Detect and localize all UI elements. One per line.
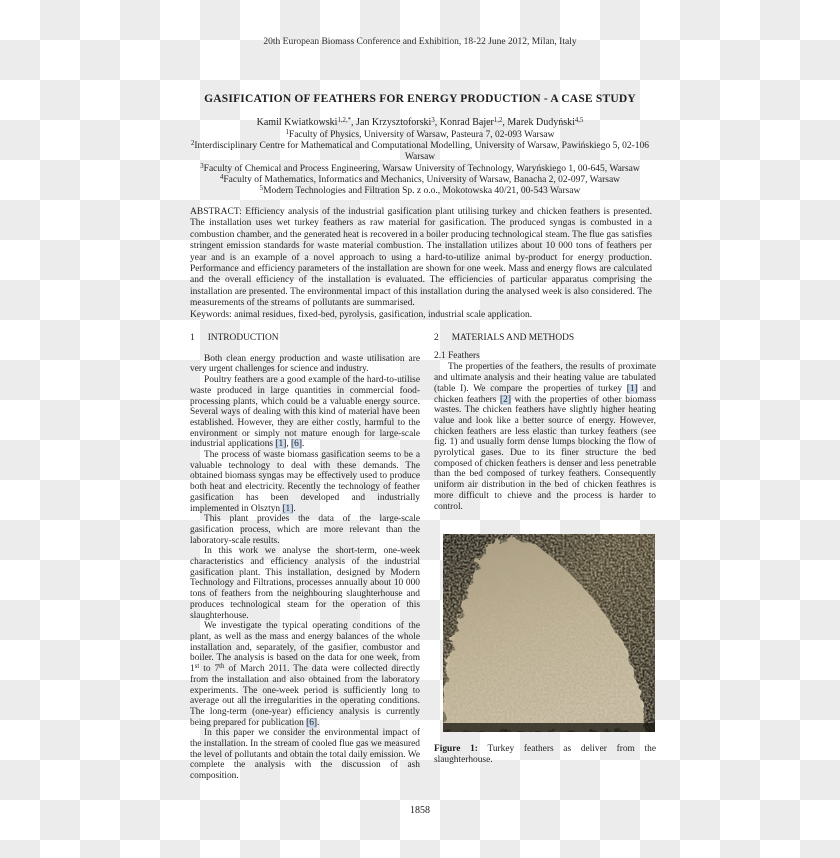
- affiliations-block: [105, 130, 735, 197]
- section-heading-methods: [434, 333, 656, 344]
- paragraph: Both clean energy production and waste utilisation are very urgent challenges for science and industry.: [190, 353, 420, 375]
- affiliation-line: $^5$Modern Technologies and Filtration Sp. z o.o., Mokotowska 40/21, 00-543 Warsaw: [259, 185, 581, 197]
- affiliation-line: $^3$Faculty of Chemical and Process Engineering, Warsaw University of Technology, Waryńskiego 1, 00-645, Warsaw: [200, 162, 640, 174]
- affiliation-line: $^4$Faculty of Mathematics, Informatics and Mechanics, University of Warsaw, Banacha 2, 02-097, Warsaw: [219, 173, 621, 185]
- abstract-block: [190, 207, 652, 321]
- paragraph: We investigate the typical operating conditions of the plant, as well as the mass and energy balances of the whole installation and, separately, of the gasifier, combustor and boiler. The analysis is based on the data for one week, from 1st to 7th of March 2011. The data were collected directly from the installation and also obtained from the laboratory experiments. The one-week period is sufficiently long to average out all the irregularities in the operating conditions. The long-term (one-year) efficiency analysis is currently being prepared for publication [6].: [190, 621, 420, 728]
- citation-link[interactable]: [6]: [306, 717, 318, 728]
- affiliation-line: $^2$Interdisciplinary Centre for Mathematical and Computational Modelling, University of Warsaw, Pawińskiego 5, 02-106: [190, 140, 649, 152]
- figure-caption-text: Turkey feathers as deliver from the slaughterhouse.: [434, 744, 656, 765]
- authors-line: Kamil Kwiatkowski$^{1,2,*}$, Jan Krzysztoforski$^3$, Konrad Bajer$^{1,2}$, Marek Dudyński$^{4,5}$: [256, 117, 584, 128]
- section-number: 1: [190, 333, 195, 343]
- affiliation-line: Warsaw: [404, 152, 436, 163]
- subsection-heading-feathers: 2.1 Feathers: [434, 350, 480, 361]
- paragraph: In this paper we consider the environmental impact of the installation. In the stream of cooled flue gas we measured the level of pollutants and obtain the total daily emission. We complete the analysis with the discussion of ash composition.: [190, 728, 420, 782]
- paragraph: Poultry feathers are a good example of the hard-to-utilise waste produced in large quantities in commercial food-processing plants, which could be a valuable energy source. Several ways of dealing with this kind of material have been established. However, they are either costly, harmful to the environment or simply not mature enough for large-scale industrial applications [1], [6].: [190, 375, 420, 450]
- figure-caption-label: Figure 1:: [434, 744, 478, 755]
- citation-link[interactable]: [1]: [282, 503, 294, 514]
- conference-header: 20th European Biomass Conference and Exhibition, 18-22 June 2012, Milan, Italy: [263, 37, 577, 47]
- abstract-text: ABSTRACT: Efficiency analysis of the industrial gasification plant utilising turkey and chicken feathers is presented. The installation uses wet turkey feathers as raw material for gasification. The produced syngas is combusted in a combustion chamber, and the generated heat is recovered in a boiler producing technological steam. The flue gas satisfies stringent emission standards for waste material combustion. The installation utilizes about 10 000 tons of feathers per year and is an example of a novel approach to using a hard-to-utilize animal by-product for energy production. Performance and efficiency parameters of the installation are shown for one week. Mass and energy flows are calculated and the overall efficiency of the installation is evaluated. The efficiencies of particular apparatus comprising the installation are presented. The environmental impact of this installation during the analysed week is also considered. The measurements of the streams of pollutants are summarised.: [190, 207, 652, 309]
- paper-title: GASIFICATION OF FEATHERS FOR ENERGY PRODUCTION - A CASE STUDY: [204, 93, 636, 105]
- affiliation-line: $^1$Faculty of Physics, University of Warsaw, Pasteura 7, 02-093 Warsaw: [285, 129, 555, 140]
- citation-link[interactable]: [2]: [500, 394, 511, 405]
- citation-link[interactable]: [1]: [275, 439, 287, 450]
- methods-paragraphs: [434, 362, 656, 512]
- paragraph: The properties of the feathers, the results of proximate and ultimate analysis and their heating value are tabulated (table I). We compare the properties of turkey [1] and chicken feathers [2] with the properties of other biomass wastes. The chicken feathers have slightly higher heating value and look like a better source of energy. However, chicken feathers are less elastic than turkey feathers (see fig. 1) and usually form dense lumps blocking the flow of pyrolytical gases. Due to its finer structure the bed composed of chicken feathers is denser and less penetrable than the bed composed of turkey feathers. Consequently uniform air distribution in the bed of chicken feathres is more difficult to chieve and the process is harder to control.: [434, 362, 656, 512]
- section-number: 2: [434, 333, 439, 343]
- section-heading-label: MATERIALS AND METHODS: [451, 333, 575, 343]
- citation-link[interactable]: [1]: [626, 383, 638, 394]
- column-methods: [434, 333, 656, 766]
- figure-caption: [434, 744, 656, 765]
- column-introduction: [190, 333, 420, 782]
- paragraph: This plant provides the data of the large-scale gasification process, which are more relevant than the laboratory-scale results.: [190, 514, 420, 546]
- paragraph: In this work we analyse the short-term, one-week characteristics and efficiency analysis of the industrial gasification plant. This installation, designed by Modern Technology and Filtrations, processes annually about 10 000 tons of feathers from the neighbouring slaughterhouse and produces technological steam for the operation of this slaughterhouse.: [190, 546, 420, 621]
- section-heading-introduction: [190, 333, 420, 344]
- citation-link[interactable]: [6]: [291, 439, 302, 450]
- section-heading-label: INTRODUCTION: [207, 333, 279, 343]
- introduction-paragraphs: [190, 354, 420, 782]
- keywords-text: Keywords: animal residues, fixed-bed, pyrolysis, gasification, industrial scale application.: [190, 309, 533, 320]
- figure-image: [443, 534, 655, 732]
- paragraph: The process of waste biomass gasification seems to be a valuable technology to deal with these demands. The obtained biomass syngas may be effectively used to produce both heat and electricity. Recently the technology of feather gasification has been developed and industrially implemented in Olsztyn [1].: [190, 450, 420, 514]
- page-number: 1858: [410, 805, 430, 816]
